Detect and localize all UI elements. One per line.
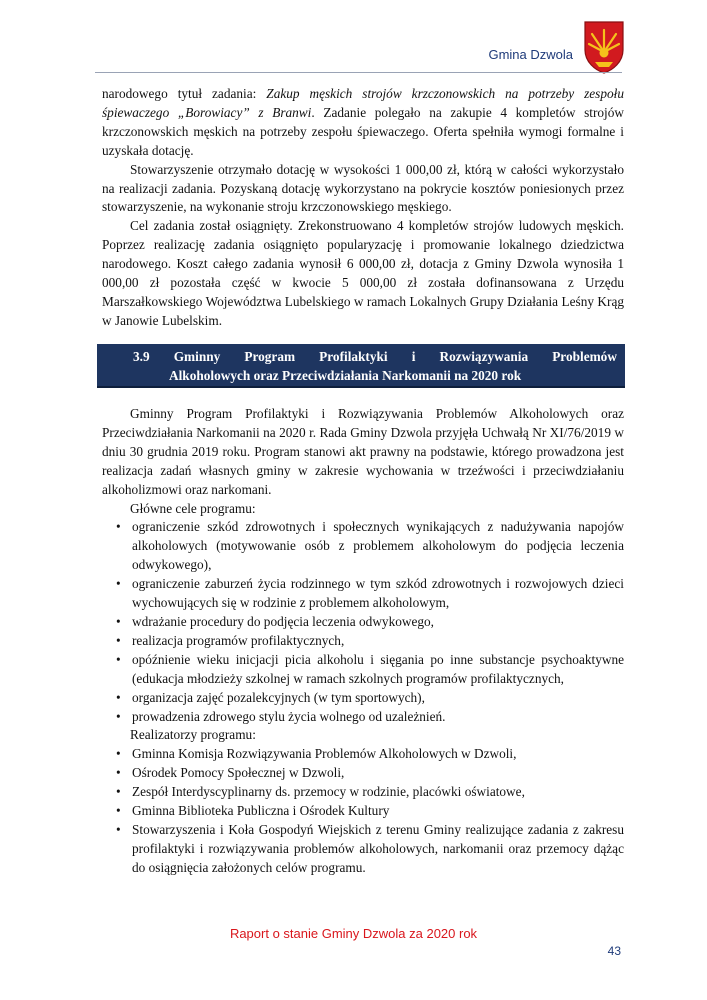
goals-heading: Główne cele programu:	[130, 500, 256, 516]
intro-block	[102, 85, 624, 331]
goals-list	[102, 518, 624, 726]
list-item: • wdrażanie procedury do podjęcia leczenia odwykowego,	[102, 613, 624, 632]
intro-paragraph-3: Cel zadania został osiągnięty. Zrekonstruowano 4 kompletów strojów ludowych męskich. Poprzez realizację zadania osiągnięto popularyzację i promowanie lokalnego dziedzictwa narodowego. Koszt całego zadania wynosił 6 000,00 zł, dotacja z Gminy Dzwola wynosiła 1 000,00 zł pozostała część w kwocie 5 000,00 zł została dofinansowana z Urzędu Marszałkowskiego Województwa Lubelskiego w ramach Lokalnych Grupy Działania Leśny Krąg w Janowie Lubelskim.	[102, 218, 624, 328]
header-title: Gmina Dzwola	[488, 47, 573, 62]
list-item: • Gminna Komisja Rozwiązywania Problemów Alkoholowych w Dzwoli,	[102, 745, 624, 764]
footer-title: Raport o stanie Gminy Dzwola za 2020 rok	[229, 926, 478, 941]
list-item: • Gminna Biblioteka Publiczna i Ośrodek Kultury	[102, 802, 624, 821]
intro-paragraph-1: narodowego tytuł zadania: Zakup męskich strojów krzczonowskich na potrzeby zespołu śpiewaczego „Borowiacy” z Branwi. Zadanie polegało na zakupie 4 kompletów strojów krzczonowskich męskich na potrzeby zespołu śpiewaczego. Oferta spełniła wymogi formalne i uzyskała dotację.	[102, 86, 624, 158]
list-item: • opóźnienie wieku inicjacji picia alkoholu i sięgania po inne substancje psychoaktywne (edukacja młodzieży szkolnej w ramach szkolnych programów profilaktycznych,	[102, 651, 624, 689]
list-item: • Zespół Interdyscyplinarny ds. przemocy w rodzinie, placówki oświatowe,	[102, 783, 624, 802]
list-item: • ograniczenie szkód zdrowotnych i społecznych wynikających z nadużywania napojów alkoholowych (motywowanie osób z problemem alkoholowym do podjęcia leczenia odwykowego),	[102, 518, 624, 575]
list-item: • Ośrodek Pomocy Społecznej w Dzwoli,	[102, 764, 624, 783]
list-item: • Stowarzyszenia i Koła Gospodyń Wiejskich z terenu Gminy realizujące zadania z zakresu profilaktyki i rozwiązywania problemów alkoholowych, narkomanii oraz przemocy dążąc do osiągnięcia założonych celów programu.	[102, 821, 624, 878]
section-title-line2: Alkoholowych oraz Przeciwdziałania Narkomanii na 2020 rok	[169, 368, 522, 383]
section-heading: 3.9 Gminny Program Profilaktyki i Rozwiązywania Problemów Alkoholowych oraz Przeciwdziałania Narkomanii na 2020 rok	[97, 344, 625, 388]
program-block	[102, 405, 624, 878]
list-item: • ograniczenie zaburzeń życia rodzinnego w tym szkód zdrowotnych i rozwojowych dzieci wychowujących się w rodzinie z problemem alkoholowym,	[102, 575, 624, 613]
list-item: • organizacja zajęć pozalekcyjnych (w tym sportowych),	[102, 689, 624, 708]
intro-paragraph-2: Stowarzyszenie otrzymało dotację w wysokości 1 000,00 zł, którą w całości wykorzystało na realizacji zadania. Pozyskaną dotację wykorzystano na pokrycie kosztów poniesionych przez stowarzyszenie, na wykonanie stroju krzczonowskiego męskiego.	[102, 161, 624, 215]
implementers-list	[102, 745, 624, 877]
list-item: • prowadzenia zdrowego stylu życia wolnego od uzależnień.	[102, 708, 624, 727]
page-number: 43	[607, 944, 621, 958]
task-title: Zakup męskich strojów krzczonowskich na potrzeby zespołu śpiewaczego „Borowiacy” z Branwi	[102, 86, 624, 120]
section-number: 3.9	[133, 349, 150, 364]
list-item: • realizacja programów profilaktycznych,	[102, 632, 624, 651]
coat-of-arms-icon	[583, 20, 625, 74]
program-paragraph: Gminny Program Profilaktyki i Rozwiązywania Problemów Alkoholowych oraz Przeciwdziałania Narkomanii na 2020 r. Rada Gminy Dzwola przyjęła Uchwałą Nr XI/76/2019 w dniu 30 grudnia 2019 roku. Program stanowi akt prawny na podstawie, którego prowadzona jest realizacja zadań własnych gminy w zakresie wychowania w trzeźwości i przeciwdziałaniu alkoholizmowi oraz narkomani.	[102, 406, 624, 497]
header-divider	[95, 72, 622, 73]
implementers-heading: Realizatorzy programu:	[130, 727, 256, 743]
